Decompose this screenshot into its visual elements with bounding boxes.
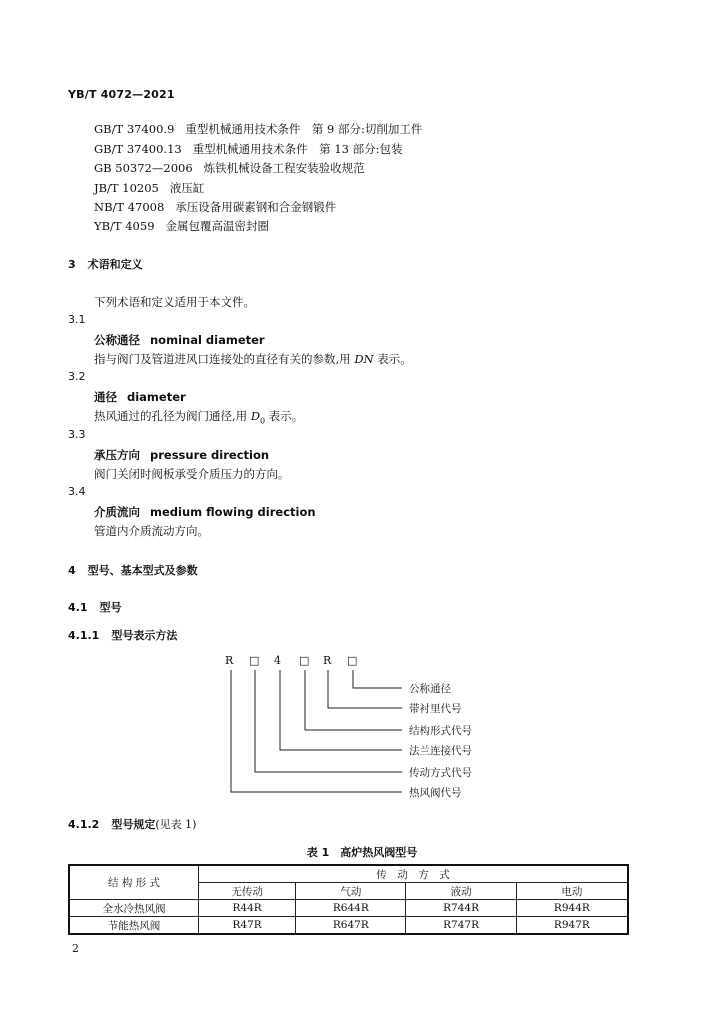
- term-definition: 管道内介质流动方向。: [94, 524, 209, 538]
- table-cell-structure: 全水冷热风阀: [69, 900, 199, 917]
- reference-code: GB 50372—2006: [94, 161, 193, 175]
- diagram-label: 带衬里代号: [409, 703, 462, 715]
- leader-line: [255, 670, 402, 772]
- subsection-number: 4.1.2: [68, 818, 100, 831]
- term-number: 3.3: [68, 428, 86, 441]
- definition-subscript: 0: [260, 416, 266, 426]
- term-chinese: 公称通径: [94, 333, 140, 347]
- term-definition: [94, 408, 303, 425]
- table-cell: R47R: [199, 917, 296, 935]
- term-chinese: 介质流向: [94, 505, 140, 519]
- table-cell-structure: 节能热风阀: [69, 917, 199, 935]
- document-id: YB/T 4072—2021: [68, 88, 175, 101]
- table-header-mode: 无传动: [199, 883, 296, 900]
- definition-text: 表示。: [373, 352, 412, 366]
- code-char-r: R: [225, 654, 234, 667]
- diagram-label: 热风阀代号: [409, 787, 462, 799]
- term-definition: [94, 351, 412, 367]
- definition-text: 表示。: [265, 409, 304, 423]
- section-intro: 下列术语和定义适用于本文件。: [94, 295, 255, 309]
- table-header-mode: 电动: [516, 883, 628, 900]
- code-char-4: 4: [274, 654, 281, 667]
- term-english: pressure direction: [150, 448, 270, 462]
- term-english: diameter: [127, 390, 186, 404]
- reference-code: GB/T 37400.13: [94, 142, 182, 156]
- subsection-heading: [68, 627, 177, 643]
- reference-title: 金属包覆高温密封圈: [165, 219, 269, 233]
- term-heading: [94, 447, 269, 463]
- table-header-row: [69, 865, 628, 883]
- term-chinese: 承压方向: [94, 448, 140, 462]
- section-heading: [68, 256, 143, 272]
- code-box: □: [249, 654, 260, 667]
- page-number: 2: [72, 942, 79, 955]
- reference-title: 重型机械通用技术条件 第 13 部分:包装: [192, 142, 403, 156]
- diagram-label: 法兰连接代号: [409, 745, 472, 757]
- subsection-title: 型号: [99, 601, 122, 614]
- definition-text: 热风通过的孔径为阀门通径,用: [94, 409, 251, 423]
- leader-line: [280, 670, 402, 750]
- reference-item: [94, 160, 365, 176]
- term-english: medium flowing direction: [150, 505, 316, 519]
- term-english: nominal diameter: [150, 333, 265, 347]
- table-row: [69, 900, 628, 917]
- reference-title: 重型机械通用技术条件 第 9 部分:切削加工件: [185, 122, 423, 136]
- reference-item: [94, 141, 403, 157]
- term-heading: [94, 504, 316, 520]
- code-box: □: [299, 654, 310, 667]
- table-cell: R944R: [516, 900, 628, 917]
- reference-code: JB/T 10205: [94, 181, 159, 195]
- reference-code: GB/T 37400.9: [94, 122, 175, 136]
- section-title: 型号、基本型式及参数: [87, 564, 198, 577]
- term-chinese: 通径: [94, 390, 117, 404]
- diagram-label: 传动方式代号: [409, 767, 472, 779]
- definition-symbol: DN: [354, 352, 374, 366]
- term-number: 3.2: [68, 370, 86, 383]
- reference-item: [94, 180, 204, 196]
- section-number: 4: [68, 564, 76, 577]
- table-cell: R744R: [406, 900, 516, 917]
- table-header-mode: 气动: [296, 883, 406, 900]
- definition-symbol: D: [250, 409, 261, 423]
- term-heading: [94, 332, 265, 348]
- table-row: [69, 917, 628, 935]
- table-cell: R747R: [406, 917, 516, 935]
- subsection-heading: [68, 599, 122, 615]
- subsection-heading: [68, 816, 196, 832]
- leader-line: [328, 670, 402, 708]
- term-number: 3.4: [68, 485, 86, 498]
- reference-item: [94, 199, 336, 215]
- table-cell: R44R: [199, 900, 296, 917]
- table-header-mode: 液动: [406, 883, 516, 900]
- code-box: □: [347, 654, 358, 667]
- diagram-label: 公称通径: [409, 683, 451, 695]
- table-header-structure: 结 构 形 式: [69, 865, 199, 900]
- diagram-label: 结构形式代号: [409, 725, 472, 737]
- table-cell: R647R: [296, 917, 406, 935]
- term-heading: [94, 389, 186, 405]
- reference-title: 液压缸: [169, 181, 205, 195]
- reference-title: 承压设备用碳素钢和合金钢锻件: [175, 200, 337, 214]
- model-table: [68, 864, 629, 935]
- reference-code: NB/T 47008: [94, 200, 165, 214]
- table-cell: R947R: [516, 917, 628, 935]
- reference-item: [94, 218, 269, 234]
- subsection-number: 4.1: [68, 601, 88, 614]
- leader-line: [353, 670, 402, 688]
- reference-item: [94, 121, 422, 137]
- code-char-r: R: [323, 654, 332, 667]
- reference-code: YB/T 4059: [94, 219, 155, 233]
- leader-line: [305, 670, 402, 730]
- section-heading: [68, 562, 198, 578]
- leader-line: [231, 670, 402, 792]
- definition-text: 指与阀门及管道进风口连接处的直径有关的参数,用: [94, 352, 355, 366]
- term-definition: 阀门关闭时阀板承受介质压力的方向。: [94, 467, 290, 481]
- section-title: 术语和定义: [87, 258, 143, 271]
- subsection-title: 型号规定: [111, 818, 156, 831]
- table-header-group: 传 动 方 式: [199, 865, 629, 883]
- term-number: 3.1: [68, 313, 86, 326]
- subsection-number: 4.1.1: [68, 629, 100, 642]
- reference-title: 炼铁机械设备工程安装验收规范: [203, 161, 365, 175]
- table-caption: 表 1 高炉热风阀型号: [306, 846, 418, 859]
- section-number: 3: [68, 258, 76, 271]
- table-cell: R644R: [296, 900, 406, 917]
- subsection-title: 型号表示方法: [111, 629, 178, 642]
- subsection-note: (见表 1): [155, 818, 197, 831]
